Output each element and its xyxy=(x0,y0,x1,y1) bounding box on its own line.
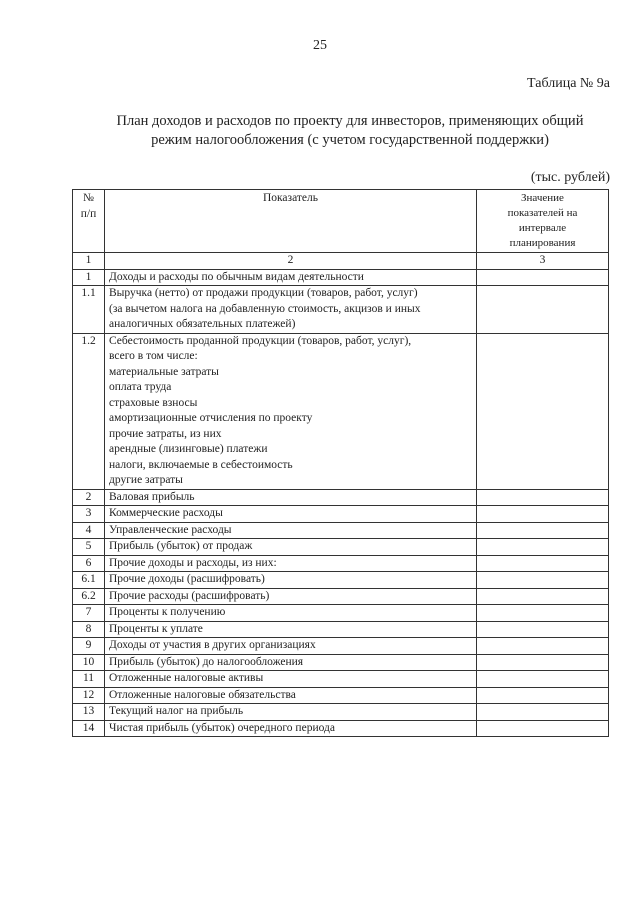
indicator-line: Текущий налог на прибыль xyxy=(109,705,244,717)
indicator-line: другие затраты xyxy=(109,474,183,486)
row-indicator xyxy=(105,687,477,704)
indicator-line: налоги, включаемые в себестоимость xyxy=(109,458,293,471)
indicator-line: Прибыль (убыток) от продаж xyxy=(109,540,253,552)
indicator-line: (за вычетом налога на добавленную стоимость, акцизов и иных xyxy=(109,302,421,315)
table-row xyxy=(73,687,609,704)
column-number: 1 xyxy=(73,253,105,270)
header-num-line: № xyxy=(83,192,94,204)
header-value xyxy=(477,190,609,253)
header-num-line: п/п xyxy=(80,207,97,220)
row-value-cell xyxy=(477,638,609,655)
row-indicator xyxy=(105,605,477,622)
row-value-cell xyxy=(477,720,609,737)
header-value-line: планирования xyxy=(509,237,576,249)
row-number: 10 xyxy=(73,654,105,671)
indicator-line: Проценты к получению xyxy=(109,606,226,618)
row-number: 7 xyxy=(73,605,105,622)
row-number: 14 xyxy=(73,720,105,737)
table-row xyxy=(73,654,609,671)
table-row xyxy=(73,638,609,655)
table-body xyxy=(73,269,609,737)
row-indicator xyxy=(105,539,477,556)
row-number: 4 xyxy=(73,522,105,539)
indicator-line: Отложенные налоговые обязательства xyxy=(109,688,296,701)
indicator-line: Валовая прибыль xyxy=(109,490,195,503)
header-indicator: Показатель xyxy=(105,190,477,253)
row-indicator xyxy=(105,671,477,688)
row-value-cell xyxy=(477,333,609,489)
indicator-line: Доходы и расходы по обычным видам деятельности xyxy=(109,270,364,283)
row-indicator xyxy=(105,654,477,671)
indicator-line: Прочие доходы (расшифровать) xyxy=(109,573,265,585)
indicator-line: Прочие расходы (расшифровать) xyxy=(109,589,270,602)
row-indicator xyxy=(105,572,477,589)
page-number: 25 xyxy=(313,38,327,53)
row-value-cell xyxy=(477,671,609,688)
row-number: 1.1 xyxy=(73,286,105,334)
indicator-line: материальные затраты xyxy=(109,365,219,378)
table-row xyxy=(73,605,609,622)
row-number: 11 xyxy=(73,671,105,688)
row-value-cell xyxy=(477,605,609,622)
table-row xyxy=(73,269,609,286)
row-indicator xyxy=(105,638,477,655)
table-row xyxy=(73,539,609,556)
table-row xyxy=(73,489,609,506)
row-indicator xyxy=(105,720,477,737)
table-row xyxy=(73,286,609,334)
column-number: 3 xyxy=(477,253,609,270)
header-value-line: интервале xyxy=(518,222,567,234)
title-line: режим налогообложения (с учетом государственной поддержки) xyxy=(151,132,549,148)
row-number: 2 xyxy=(73,489,105,506)
indicator-line: оплата труда xyxy=(109,381,172,393)
table-row xyxy=(73,572,609,589)
row-indicator xyxy=(105,704,477,721)
table-row xyxy=(73,522,609,539)
row-number: 1.2 xyxy=(73,333,105,489)
column-number-row xyxy=(73,253,609,270)
row-number: 1 xyxy=(73,269,105,286)
indicator-line: Чистая прибыль (убыток) очередного периода xyxy=(109,721,335,734)
row-value-cell xyxy=(477,522,609,539)
row-number: 8 xyxy=(73,621,105,638)
table-row xyxy=(73,621,609,638)
row-value-cell xyxy=(477,704,609,721)
row-indicator xyxy=(105,522,477,539)
row-indicator xyxy=(105,286,477,334)
indicator-line: Себестоимость проданной продукции (товаров, работ, услуг), xyxy=(109,334,412,347)
row-number: 12 xyxy=(73,687,105,704)
indicator-line: всего в том числе: xyxy=(109,350,198,362)
row-number: 9 xyxy=(73,638,105,655)
table-row xyxy=(73,555,609,572)
row-number: 6.1 xyxy=(73,572,105,589)
row-value-cell xyxy=(477,539,609,556)
row-value-cell xyxy=(477,588,609,605)
indicator-line: Управленческие расходы xyxy=(109,523,232,536)
indicator-line: арендные (лизинговые) платежи xyxy=(109,443,268,455)
indicator-line: Прибыль (убыток) до налогообложения xyxy=(109,655,304,668)
row-value-cell xyxy=(477,572,609,589)
row-value-cell xyxy=(477,654,609,671)
table-row xyxy=(73,704,609,721)
indicator-line: Отложенные налоговые активы xyxy=(109,672,264,684)
row-value-cell xyxy=(477,269,609,286)
indicator-line: амортизационные отчисления по проекту xyxy=(109,412,313,424)
document-title xyxy=(90,112,610,150)
table-label: Таблица № 9а xyxy=(527,76,610,91)
row-indicator xyxy=(105,333,477,489)
row-indicator xyxy=(105,555,477,572)
row-number: 6 xyxy=(73,555,105,572)
table-row xyxy=(73,333,609,489)
table-row xyxy=(73,506,609,523)
indicator-line: Выручка (нетто) от продажи продукции (товаров, работ, услуг) xyxy=(109,287,418,299)
row-indicator xyxy=(105,489,477,506)
column-number: 2 xyxy=(105,253,477,270)
row-value-cell xyxy=(477,555,609,572)
indicator-line: Прочие доходы и расходы, из них: xyxy=(109,556,277,569)
row-indicator xyxy=(105,269,477,286)
income-expense-table xyxy=(72,189,609,737)
row-indicator xyxy=(105,506,477,523)
row-number: 5 xyxy=(73,539,105,556)
row-value-cell xyxy=(477,687,609,704)
header-value-line: Значение xyxy=(521,192,564,204)
indicator-line: прочие затраты, из них xyxy=(109,427,222,440)
table-row xyxy=(73,720,609,737)
row-value-cell xyxy=(477,286,609,334)
row-value-cell xyxy=(477,621,609,638)
indicator-line: аналогичных обязательных платежей) xyxy=(109,318,296,330)
header-value-line: показателей на xyxy=(507,207,578,219)
row-value-cell xyxy=(477,489,609,506)
units-label: (тыс. рублей) xyxy=(530,170,610,185)
table-row xyxy=(73,671,609,688)
header-num xyxy=(73,190,105,253)
indicator-line: Коммерческие расходы xyxy=(109,507,223,519)
row-indicator xyxy=(105,588,477,605)
row-number: 3 xyxy=(73,506,105,523)
table-header-row xyxy=(73,190,609,253)
row-number: 13 xyxy=(73,704,105,721)
row-number: 6.2 xyxy=(73,588,105,605)
indicator-line: Доходы от участия в других организациях xyxy=(109,639,316,651)
table-row xyxy=(73,588,609,605)
row-value-cell xyxy=(477,506,609,523)
indicator-line: страховые взносы xyxy=(109,396,198,409)
indicator-line: Проценты к уплате xyxy=(109,622,203,635)
title-line: План доходов и расходов по проекту для инвесторов, применяющих общий xyxy=(116,113,584,129)
row-indicator xyxy=(105,621,477,638)
